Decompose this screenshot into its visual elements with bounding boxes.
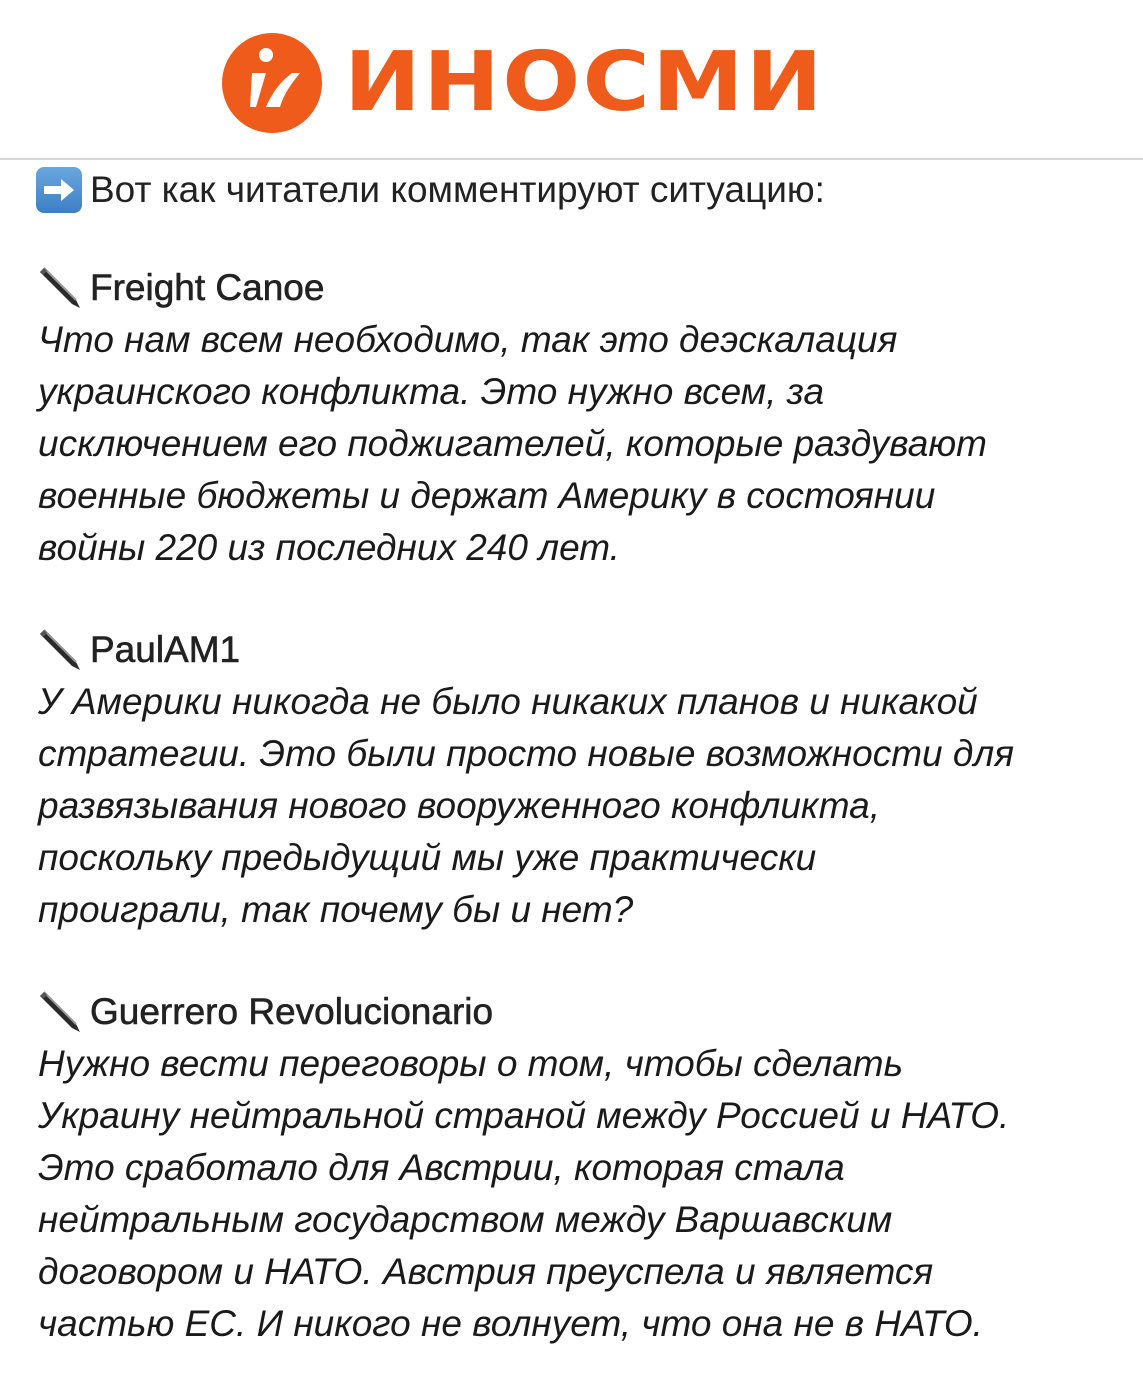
pen-icon — [36, 624, 88, 676]
right-arrow-icon — [36, 167, 82, 213]
comment-text: Что нам всем необходимо, так это деэскалация украинского конфликта. Это нужно всем, за исключением его поджигателей, которые раздувают военные бюджеты и держат Америку в состоянии войны 220 из последних 240 лет. — [38, 319, 987, 568]
comment-text: У Америки никогда не было никаких планов и никакой стратегии. Это были просто новые возможности для развязывания нового вооруженного конфликта, поскольку предыдущий мы уже практически проиграли, так почему бы и нет? — [38, 681, 1014, 930]
comment-author — [36, 624, 1126, 676]
comment — [36, 624, 1126, 936]
logo-mark-icon — [222, 33, 322, 133]
author-name: Guerrero Revolucionario — [90, 991, 494, 1032]
logo-text: ИНОСМИ — [344, 35, 825, 130]
author-name: PaulAM1 — [90, 629, 241, 670]
comment-author — [36, 262, 1126, 314]
pen-icon — [36, 262, 88, 314]
intro-line — [36, 162, 1126, 218]
pen-icon — [36, 986, 88, 1038]
intro-text: Вот как читатели комментируют ситуацию: — [90, 169, 825, 210]
header — [0, 0, 1143, 160]
post-content — [36, 162, 1126, 1350]
comment-text: Нужно вести переговоры о том, чтобы сделать Украину нейтральной страной между Россией и НАТО. Это сработало для Австрии, которая стала нейтральным государством между Варшавским договором и НАТО. Австрия преуспела и является частью ЕС. И никого не волнует, что она не в НАТО. — [38, 1043, 1010, 1344]
inosmi-logo[interactable] — [222, 33, 825, 133]
comment — [36, 262, 1126, 574]
comment — [36, 986, 1126, 1350]
comment-author — [36, 986, 1126, 1038]
author-name: Freight Canoe — [90, 267, 325, 308]
